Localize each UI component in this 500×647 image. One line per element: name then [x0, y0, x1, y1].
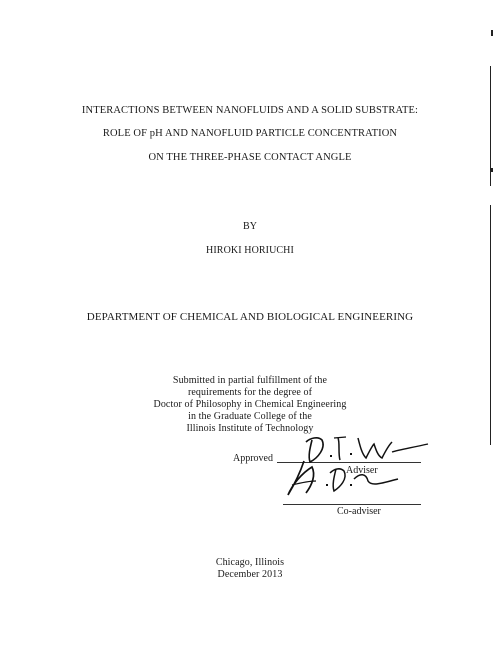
- submission-line-5: Illinois Institute of Technology: [186, 423, 314, 434]
- scan-edge-mark: [491, 168, 493, 172]
- department-name: DEPARTMENT OF CHEMICAL AND BIOLOGICAL ENGINEERING: [86, 311, 414, 323]
- author-name: HIROKI HORIUCHI: [206, 245, 294, 256]
- submission-line-2: requirements for the degree of: [187, 387, 313, 398]
- adviser-label: Adviser: [346, 465, 378, 476]
- place: Chicago, Illinois: [215, 557, 285, 568]
- thesis-title-line-3: ON THE THREE-PHASE CONTACT ANGLE: [148, 152, 352, 163]
- submission-line-4: in the Graduate College of the: [188, 411, 312, 422]
- coadviser-signature: [282, 455, 402, 505]
- thesis-title-line-1: INTERACTIONS BETWEEN NANOFLUIDS AND A SOLID SUBSTRATE:: [81, 105, 419, 116]
- coadviser-label: Co-adviser: [337, 506, 381, 517]
- thesis-title-line-2: ROLE OF pH AND NANOFLUID PARTICLE CONCENTRATION: [102, 128, 398, 139]
- submission-line-3: Doctor of Philosophy in Chemical Engineering: [153, 399, 347, 410]
- by-label: BY: [242, 221, 258, 232]
- approved-label: Approved: [233, 453, 273, 464]
- submission-line-1: Submitted in partial fulfillment of the: [172, 375, 328, 386]
- date: December 2013: [217, 569, 283, 580]
- scan-edge-mark: [491, 30, 493, 36]
